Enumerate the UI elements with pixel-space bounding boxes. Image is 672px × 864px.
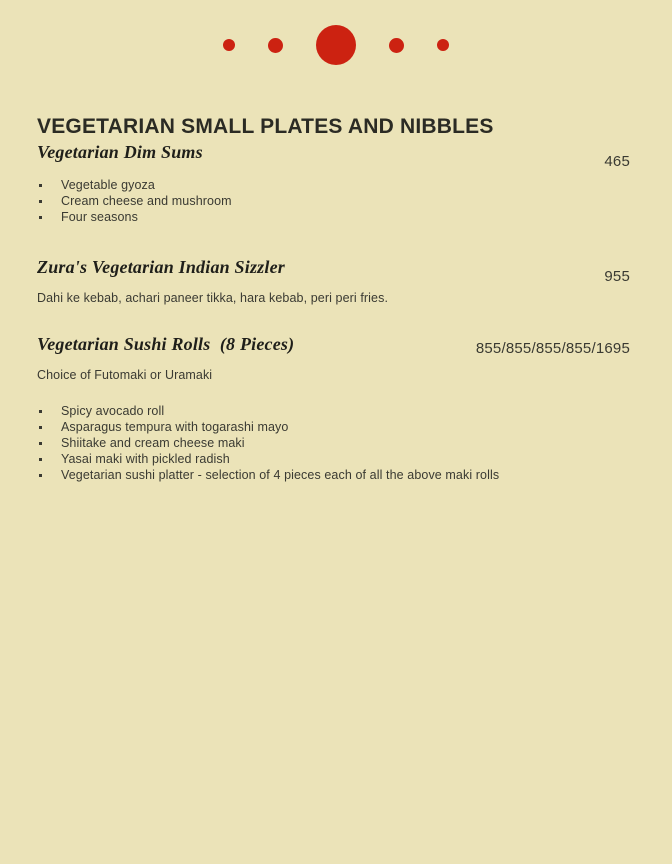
bullet-icon [39,458,42,461]
list-item-label: Yasai maki with pickled radish [61,452,230,466]
decorative-dot-small-right [437,39,449,51]
decorative-dot-large-center [316,25,356,65]
menu-item [0,142,672,225]
list-item [37,193,630,209]
decorative-dot-row [0,22,672,68]
decorative-dot-small-left [223,39,235,51]
bullet-icon [39,184,42,187]
list-item [37,419,630,435]
list-item-label: Four seasons [61,210,138,224]
list-item-label: Cream cheese and mushroom [61,194,232,208]
bullet-icon [39,410,42,413]
menu-item-list [0,142,672,483]
bullet-icon [39,200,42,203]
list-item-label: Vegetarian sushi platter - selection of 4 pieces each of all the above maki rolls [61,468,500,482]
section-title: VEGETARIAN SMALL PLATES AND NIBBLES [37,115,494,139]
list-item-label: Asparagus tempura with togarashi mayo [61,420,289,434]
list-item-label: Shiitake and cream cheese maki [61,436,245,450]
list-item [37,209,630,225]
menu-item-header [37,142,630,170]
menu-item-name: Zura's Vegetarian Indian Sizzler [37,257,285,277]
menu-item-price: 955 [604,268,630,285]
menu-item-header [37,334,630,355]
list-item [37,403,630,419]
menu-item-price: 465 [604,153,630,170]
list-item [37,451,630,467]
list-item [37,467,630,483]
decorative-dot-medium-right [389,38,404,53]
bullet-icon [39,426,42,429]
bullet-icon [39,442,42,445]
list-item [37,435,630,451]
menu-item-description: Dahi ke kebab, achari paneer tikka, hara kebab, peri peri fries. [37,291,389,305]
bullet-icon [39,216,42,219]
menu-item-name: Vegetarian Sushi Rolls (8 Pieces) [37,334,295,354]
menu-item-price: 855/855/855/855/1695 [475,340,630,357]
menu-item-header [37,257,630,285]
menu-item [0,257,672,305]
decorative-dot-medium-left [268,38,283,53]
list-item [37,177,630,193]
menu-item [0,334,672,483]
bullet-icon [39,474,42,477]
list-item-label: Spicy avocado roll [61,404,165,418]
menu-item-description: Choice of Futomaki or Uramaki [37,368,213,382]
menu-item-name: Vegetarian Dim Sums [37,142,203,162]
menu-item-options [37,177,630,225]
menu-item-options [37,403,630,483]
list-item-label: Vegetable gyoza [61,178,155,192]
